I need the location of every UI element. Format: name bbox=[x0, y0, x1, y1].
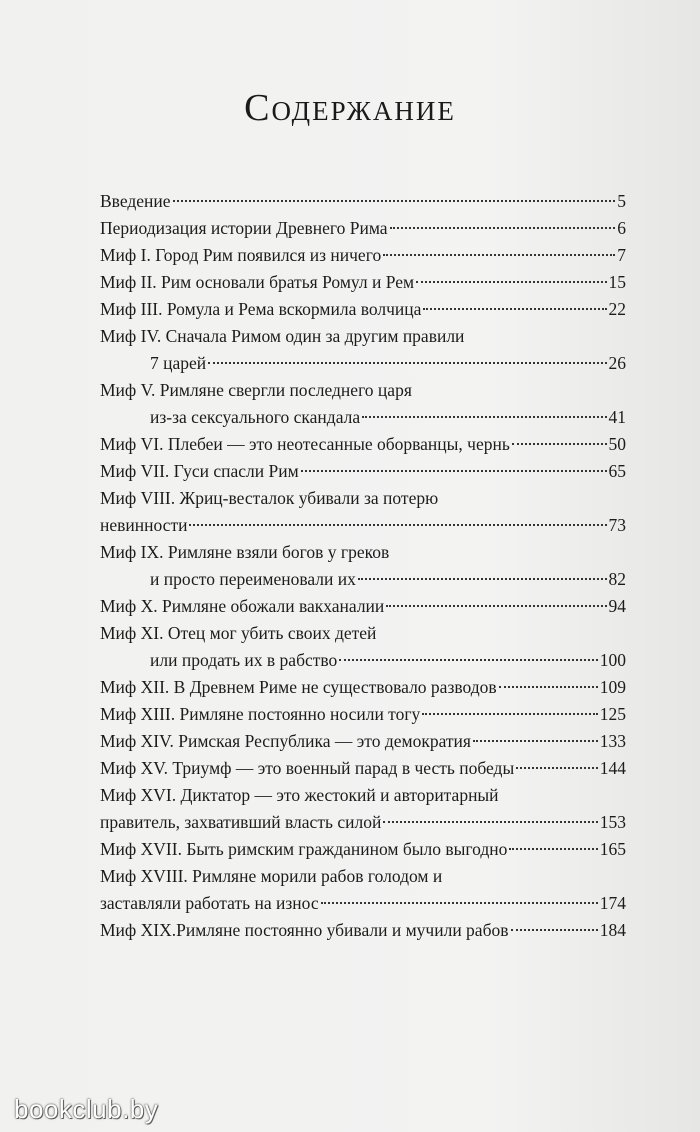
toc-page-number: 7 bbox=[617, 245, 626, 265]
toc-entry[interactable] bbox=[100, 188, 626, 215]
dot-leader bbox=[362, 416, 606, 418]
toc-page-number: 133 bbox=[599, 731, 626, 751]
dot-leader bbox=[390, 227, 616, 229]
toc-entry-text: Миф XVII. Быть римским гражданином было выгодно bbox=[100, 839, 508, 859]
toc-entry[interactable] bbox=[100, 917, 626, 944]
toc-entry-text: Миф IX. Римляне взяли богов у греков bbox=[100, 542, 390, 562]
dot-leader bbox=[173, 200, 616, 202]
toc-entry-text: или продать их в рабство bbox=[150, 650, 338, 670]
dot-leader bbox=[383, 254, 615, 256]
dot-leader bbox=[189, 524, 606, 526]
dot-leader bbox=[321, 902, 598, 904]
toc-entry-text: Миф VII. Гуси спасли Рим bbox=[100, 461, 299, 481]
toc-entry[interactable] bbox=[100, 728, 626, 755]
toc-entry[interactable] bbox=[100, 863, 626, 917]
toc-entry-text: Введение bbox=[100, 191, 171, 211]
dot-leader bbox=[512, 443, 607, 445]
toc-entry[interactable] bbox=[100, 323, 626, 377]
toc-entry-text: невинности bbox=[100, 515, 188, 535]
page-title: Содержание bbox=[244, 87, 456, 129]
toc-page-number: 94 bbox=[608, 596, 626, 616]
toc-entry[interactable] bbox=[100, 782, 626, 836]
toc-entry-text: Миф V. Римляне свергли последнего царя bbox=[100, 380, 412, 400]
dot-leader bbox=[509, 848, 597, 850]
toc-page-number: 109 bbox=[599, 677, 626, 697]
toc-page-number: 82 bbox=[608, 569, 626, 589]
toc-entry[interactable] bbox=[100, 674, 626, 701]
toc-entry-text: Миф I. Город Рим появился из ничего bbox=[100, 245, 382, 265]
toc-entry[interactable] bbox=[100, 431, 626, 458]
toc-entry[interactable] bbox=[100, 269, 626, 296]
toc-page-number: 41 bbox=[608, 407, 626, 427]
toc-entry[interactable] bbox=[100, 485, 626, 539]
toc-entry-text: Миф III. Ромула и Рема вскормила волчица bbox=[100, 299, 422, 319]
toc-entry[interactable] bbox=[100, 836, 626, 863]
dot-leader bbox=[473, 740, 598, 742]
dot-leader bbox=[383, 821, 597, 823]
dot-leader bbox=[386, 605, 606, 607]
toc-entry-text: Миф XIII. Римляне постоянно носили тогу bbox=[100, 704, 421, 724]
toc-entry[interactable] bbox=[100, 242, 626, 269]
toc-entry-text: Миф X. Римляне обожали вакханалии bbox=[100, 596, 385, 616]
toc-entry-text: правитель, захвативший власть силой bbox=[100, 812, 382, 832]
toc-page-number: 26 bbox=[608, 353, 626, 373]
dot-leader bbox=[423, 308, 606, 310]
toc-entry-text: из-за сексуального скандала bbox=[150, 407, 361, 427]
toc-entry[interactable] bbox=[100, 458, 626, 485]
toc-entry[interactable] bbox=[100, 620, 626, 674]
toc-page-number: 153 bbox=[599, 812, 626, 832]
toc-entry[interactable] bbox=[100, 701, 626, 728]
dot-leader bbox=[511, 929, 598, 931]
toc-entry-text: Миф VI. Плебеи — это неотесанные оборванцы, чернь bbox=[100, 434, 510, 454]
toc-entry[interactable] bbox=[100, 539, 626, 593]
dot-leader bbox=[339, 659, 597, 661]
toc-entry-text: Миф XVIII. Римляне морили рабов голодом и bbox=[100, 866, 443, 886]
toc-page-number: 73 bbox=[608, 515, 626, 535]
toc-page-number: 50 bbox=[608, 434, 626, 454]
toc-page-number: 184 bbox=[599, 920, 626, 940]
dot-leader bbox=[499, 686, 598, 688]
toc-page-number: 6 bbox=[617, 218, 626, 238]
toc-entry-text: Миф XV. Триумф — это военный парад в честь победы bbox=[100, 758, 515, 778]
dot-leader bbox=[516, 767, 598, 769]
toc-page-number: 125 bbox=[599, 704, 626, 724]
toc-entry-text: Миф XIX.Римляне постоянно убивали и мучили рабов bbox=[100, 920, 509, 940]
toc-entry[interactable] bbox=[100, 593, 626, 620]
dot-leader bbox=[416, 281, 606, 283]
dot-leader bbox=[422, 713, 597, 715]
toc-page-number: 174 bbox=[599, 893, 626, 913]
dot-leader bbox=[301, 470, 607, 472]
toc-entry-text: и просто переименовали их bbox=[150, 569, 356, 589]
toc-entry[interactable] bbox=[100, 377, 626, 431]
toc-entry-text: Миф XVI. Диктатор — это жестокий и авторитарный bbox=[100, 785, 499, 805]
toc-page-number: 5 bbox=[617, 191, 626, 211]
watermark: bookclub.by bbox=[14, 1094, 159, 1124]
toc-entry-text: Периодизация истории Древнего Рима bbox=[100, 218, 388, 238]
toc-page-number: 100 bbox=[599, 650, 626, 670]
toc-entry-text: Миф VIII. Жриц-весталок убивали за потерю bbox=[100, 488, 439, 508]
toc-entry-text: Миф II. Рим основали братья Ромул и Рем bbox=[100, 272, 415, 292]
toc-entry[interactable] bbox=[100, 215, 626, 242]
toc-entry-text: Миф XII. В Древнем Риме не существовало разводов bbox=[100, 677, 497, 697]
toc-entry-text: 7 царей bbox=[150, 353, 207, 373]
toc-entry-text: Миф XI. Отец мог убить своих детей bbox=[100, 623, 377, 643]
toc-entry-text: Миф IV. Сначала Римом один за другим правили bbox=[100, 326, 465, 346]
dot-leader bbox=[208, 362, 606, 364]
toc-entry[interactable] bbox=[100, 755, 626, 782]
dot-leader bbox=[358, 578, 607, 580]
toc-page-number: 144 bbox=[599, 758, 626, 778]
toc-entry[interactable] bbox=[100, 296, 626, 323]
toc-page-number: 165 bbox=[599, 839, 626, 859]
toc-page-number: 22 bbox=[608, 299, 626, 319]
toc-page-number: 65 bbox=[608, 461, 626, 481]
toc-entry-text: Миф XIV. Римская Республика — это демократия bbox=[100, 731, 471, 751]
toc-page-number: 15 bbox=[608, 272, 626, 292]
table-of-contents bbox=[100, 188, 626, 944]
toc-entry-text: заставляли работать на износ bbox=[100, 893, 319, 913]
